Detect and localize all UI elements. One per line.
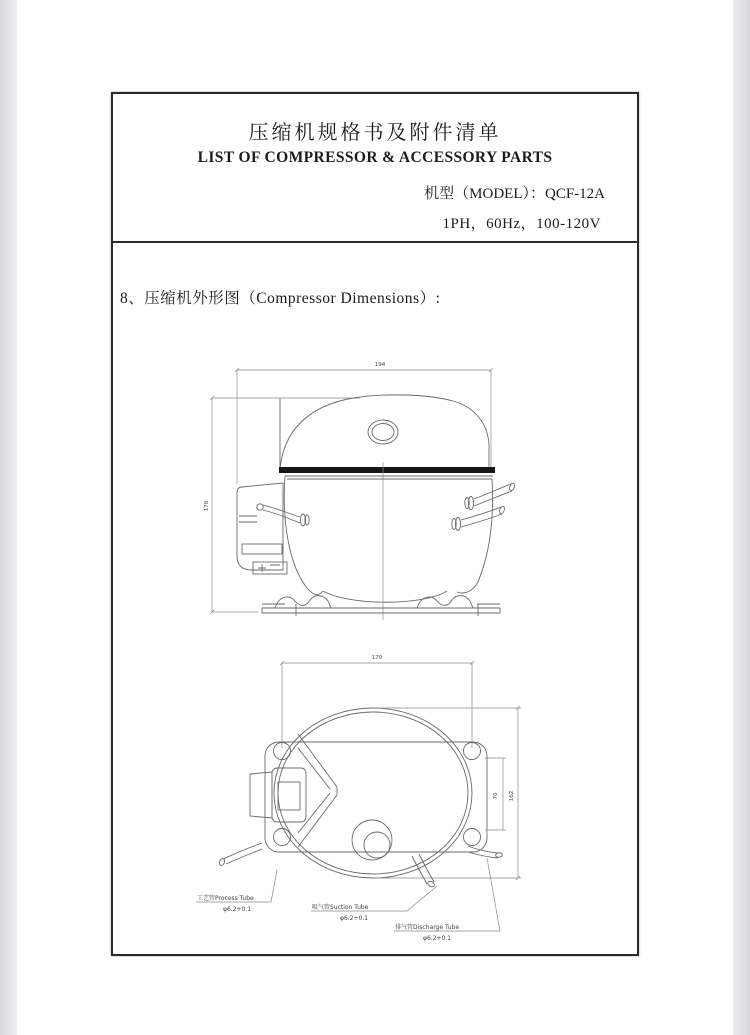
front-dim-width — [235, 362, 493, 484]
weld-seam-band — [279, 467, 495, 473]
top-view-drawing — [195, 648, 540, 950]
front-dim-width-label: 194 — [374, 362, 386, 368]
top-dim-length-label: 170 — [371, 655, 383, 661]
mounting-feet — [262, 596, 500, 616]
sight-dome-top — [352, 820, 392, 860]
document-title-cn: 压缩机规格书及附件清单 — [248, 122, 502, 144]
front-view-drawing — [195, 348, 540, 628]
discharge-tube-callout — [394, 858, 500, 942]
page-left-margin — [0, 0, 17, 1035]
discharge-tube-size: φ6.2+0.1 — [423, 935, 452, 942]
suction-tube-callout — [311, 886, 437, 922]
page-right-margin — [733, 0, 750, 1035]
process-tube — [218, 843, 262, 866]
front-dim-height — [204, 396, 360, 614]
discharge-tubes-right — [452, 483, 516, 531]
section-heading: 8、压缩机外形图（Compressor Dimensions）: — [120, 290, 441, 307]
process-tube-callout — [196, 870, 277, 913]
top-dim-height-label: 162 — [509, 790, 515, 802]
process-tube-size: φ6.2+0.1 — [223, 906, 252, 913]
suction-tube-size: φ6.2+0.1 — [340, 915, 369, 922]
power-line: 1PH，60Hz，100-120V — [442, 216, 601, 232]
top-dim-mount-span — [485, 758, 506, 830]
discharge-tube-label: 排气管Discharge Tube — [395, 924, 460, 931]
document-title-en: LIST OF COMPRESSOR & ACCESSORY PARTS — [197, 149, 553, 166]
suction-tube-label: 吸气管Suction Tube — [312, 904, 369, 911]
header-divider — [111, 241, 639, 243]
top-dim-height — [375, 706, 521, 880]
terminal-cover-top — [250, 734, 337, 847]
suction-tube — [412, 854, 435, 888]
front-dim-height-label: 178 — [204, 500, 210, 512]
top-dim-mount-span-label: 70 — [493, 792, 499, 800]
terminal-box — [237, 483, 309, 574]
process-tube-label: 工艺管Process Tube — [197, 895, 254, 902]
shell-outline — [274, 708, 472, 878]
compressor-dome — [280, 395, 489, 470]
model-line: 机型（MODEL）：QCF-12A — [424, 186, 605, 202]
